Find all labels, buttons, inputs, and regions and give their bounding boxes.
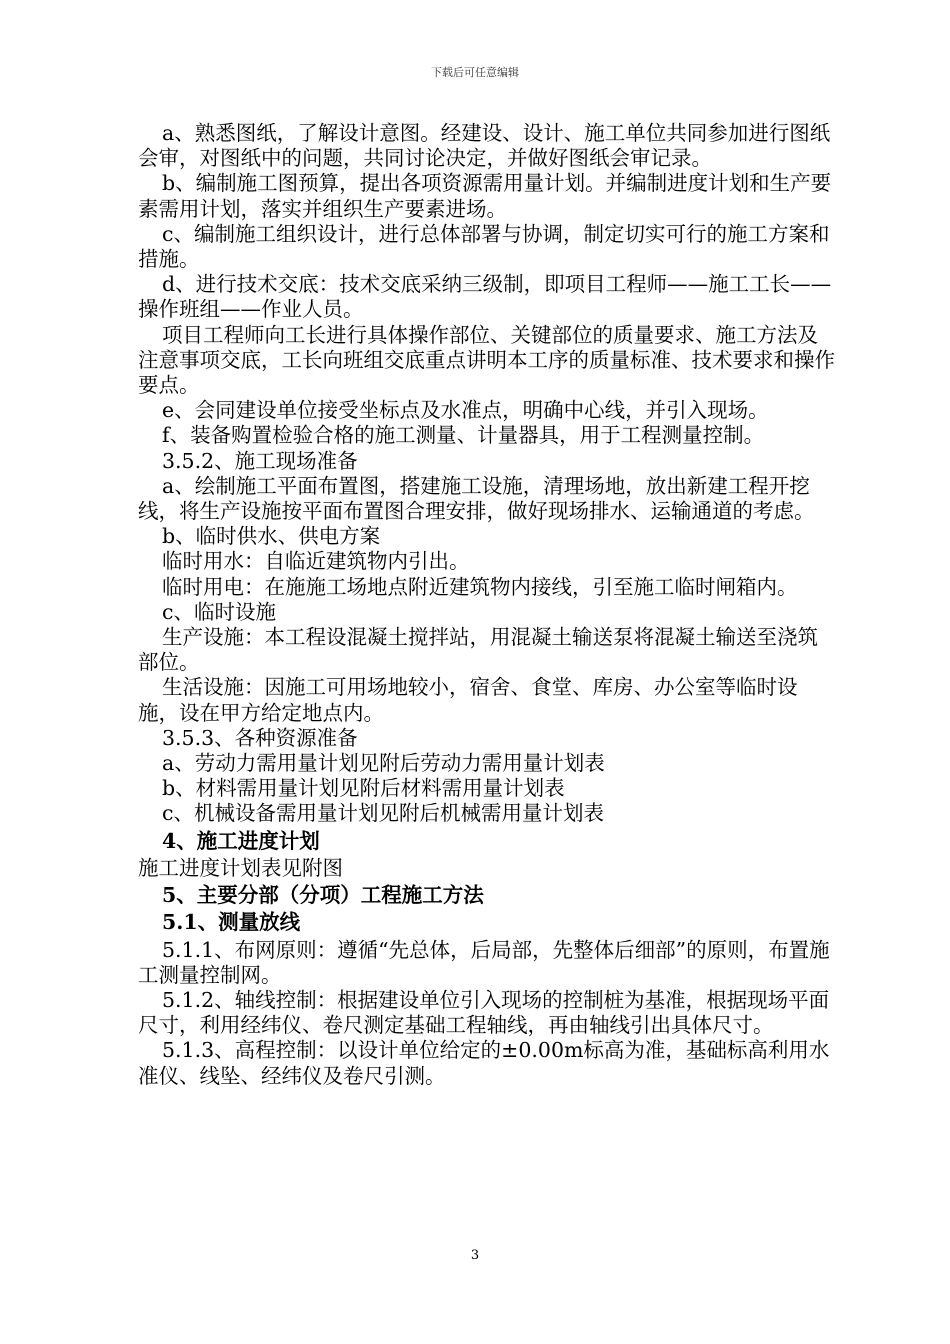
paragraph: c、编制施工组织设计，进行总体部署与协调，制定切实可行的施工方案和措施。 [138,221,830,272]
paragraph: c、临时设施 [162,599,276,624]
page-header: 下载后可任意编辑 [431,66,519,79]
paragraph: b、材料需用量计划见附后材料需用量计划表 [162,776,565,801]
paragraph: 5.1.3、高程控制：以设计单位给定的±0.00m标高为准，基础标高利用水准仪、线坠、经纬仪及卷尺引测。 [138,1038,830,1088]
paragraph: a、绘制施工平面布置图，搭建施工设施，清理场地，放出新建工程开挖线，将生产设施按平面布置图合理安排，做好现场排水、运输通道的考虑。 [138,473,815,524]
paragraph: b、临时供水、供电方案 [162,524,381,549]
subsection-heading: 3.5.3、各种资源准备 [162,725,358,750]
section-heading: 4、施工进度计划 [162,828,320,853]
paragraph: 临时用水：自临近建筑物内引出。 [162,549,470,574]
paragraph: f、装备购置检验合格的施工测量、计量器具，用于工程测量控制。 [162,423,765,448]
section-heading: 5、主要分部（分项）工程施工方法 [162,883,484,908]
document-body [138,121,838,1089]
paragraph: 生产设施：本工程设混凝土搅拌站，用混凝土输送泵将混凝土输送至浇筑部位。 [138,625,818,675]
paragraph: 临时用电：在施施工场地点附近建筑物内接线，引至施工临时闸箱内。 [162,574,798,599]
paragraph: 5.1.1、布网原则：遵循“先总体，后局部，先整体后细部”的原则，布置施工测量控制网。 [138,937,830,987]
paragraph: 项目工程师向工长进行具体操作部位、关键部位的质量要求、施工方法及注意事项交底，工长向班组交底重点讲明本工序的质量标准、技术要求和操作要点。 [138,322,835,398]
paragraph: e、会同建设单位接受坐标点及水准点，明确中心线，并引入现场。 [162,398,769,423]
subsection-heading: 3.5.2、施工现场准备 [162,448,358,473]
paragraph: b、编制施工图预算，提出各项资源需用量计划。并编制进度计划和生产要素需用计划，落实并组织生产要素进场。 [138,171,832,221]
paragraph: a、劳动力需用量计划见附后劳动力需用量计划表 [162,751,605,776]
paragraph: 5.1.2、轴线控制：根据建设单位引入现场的控制桩为基准，根据现场平面尺寸，利用经纬仪、卷尺测定基础工程轴线，再由轴线引出具体尺寸。 [138,987,830,1038]
paragraph: 施工进度计划表见附图 [138,855,343,880]
paragraph: 生活设施：因施工可用场地较小，宿舍、食堂、库房、办公室等临时设施，设在甲方给定地点内。 [138,675,798,725]
page-number: 3 [470,1248,480,1263]
paragraph: d、进行技术交底：技术交底采纳三级制，即项目工程师——施工工长——操作班组——作业人员。 [138,272,832,322]
section-heading: 5.1、测量放线 [162,910,301,935]
paragraph: c、机械设备需用量计划见附后机械需用量计划表 [162,801,604,826]
paragraph: a、熟悉图纸，了解设计意图。经建设、设计、施工单位共同参加进行图纸会审，对图纸中的问题，共同讨论决定，并做好图纸会审记录。 [138,121,831,171]
